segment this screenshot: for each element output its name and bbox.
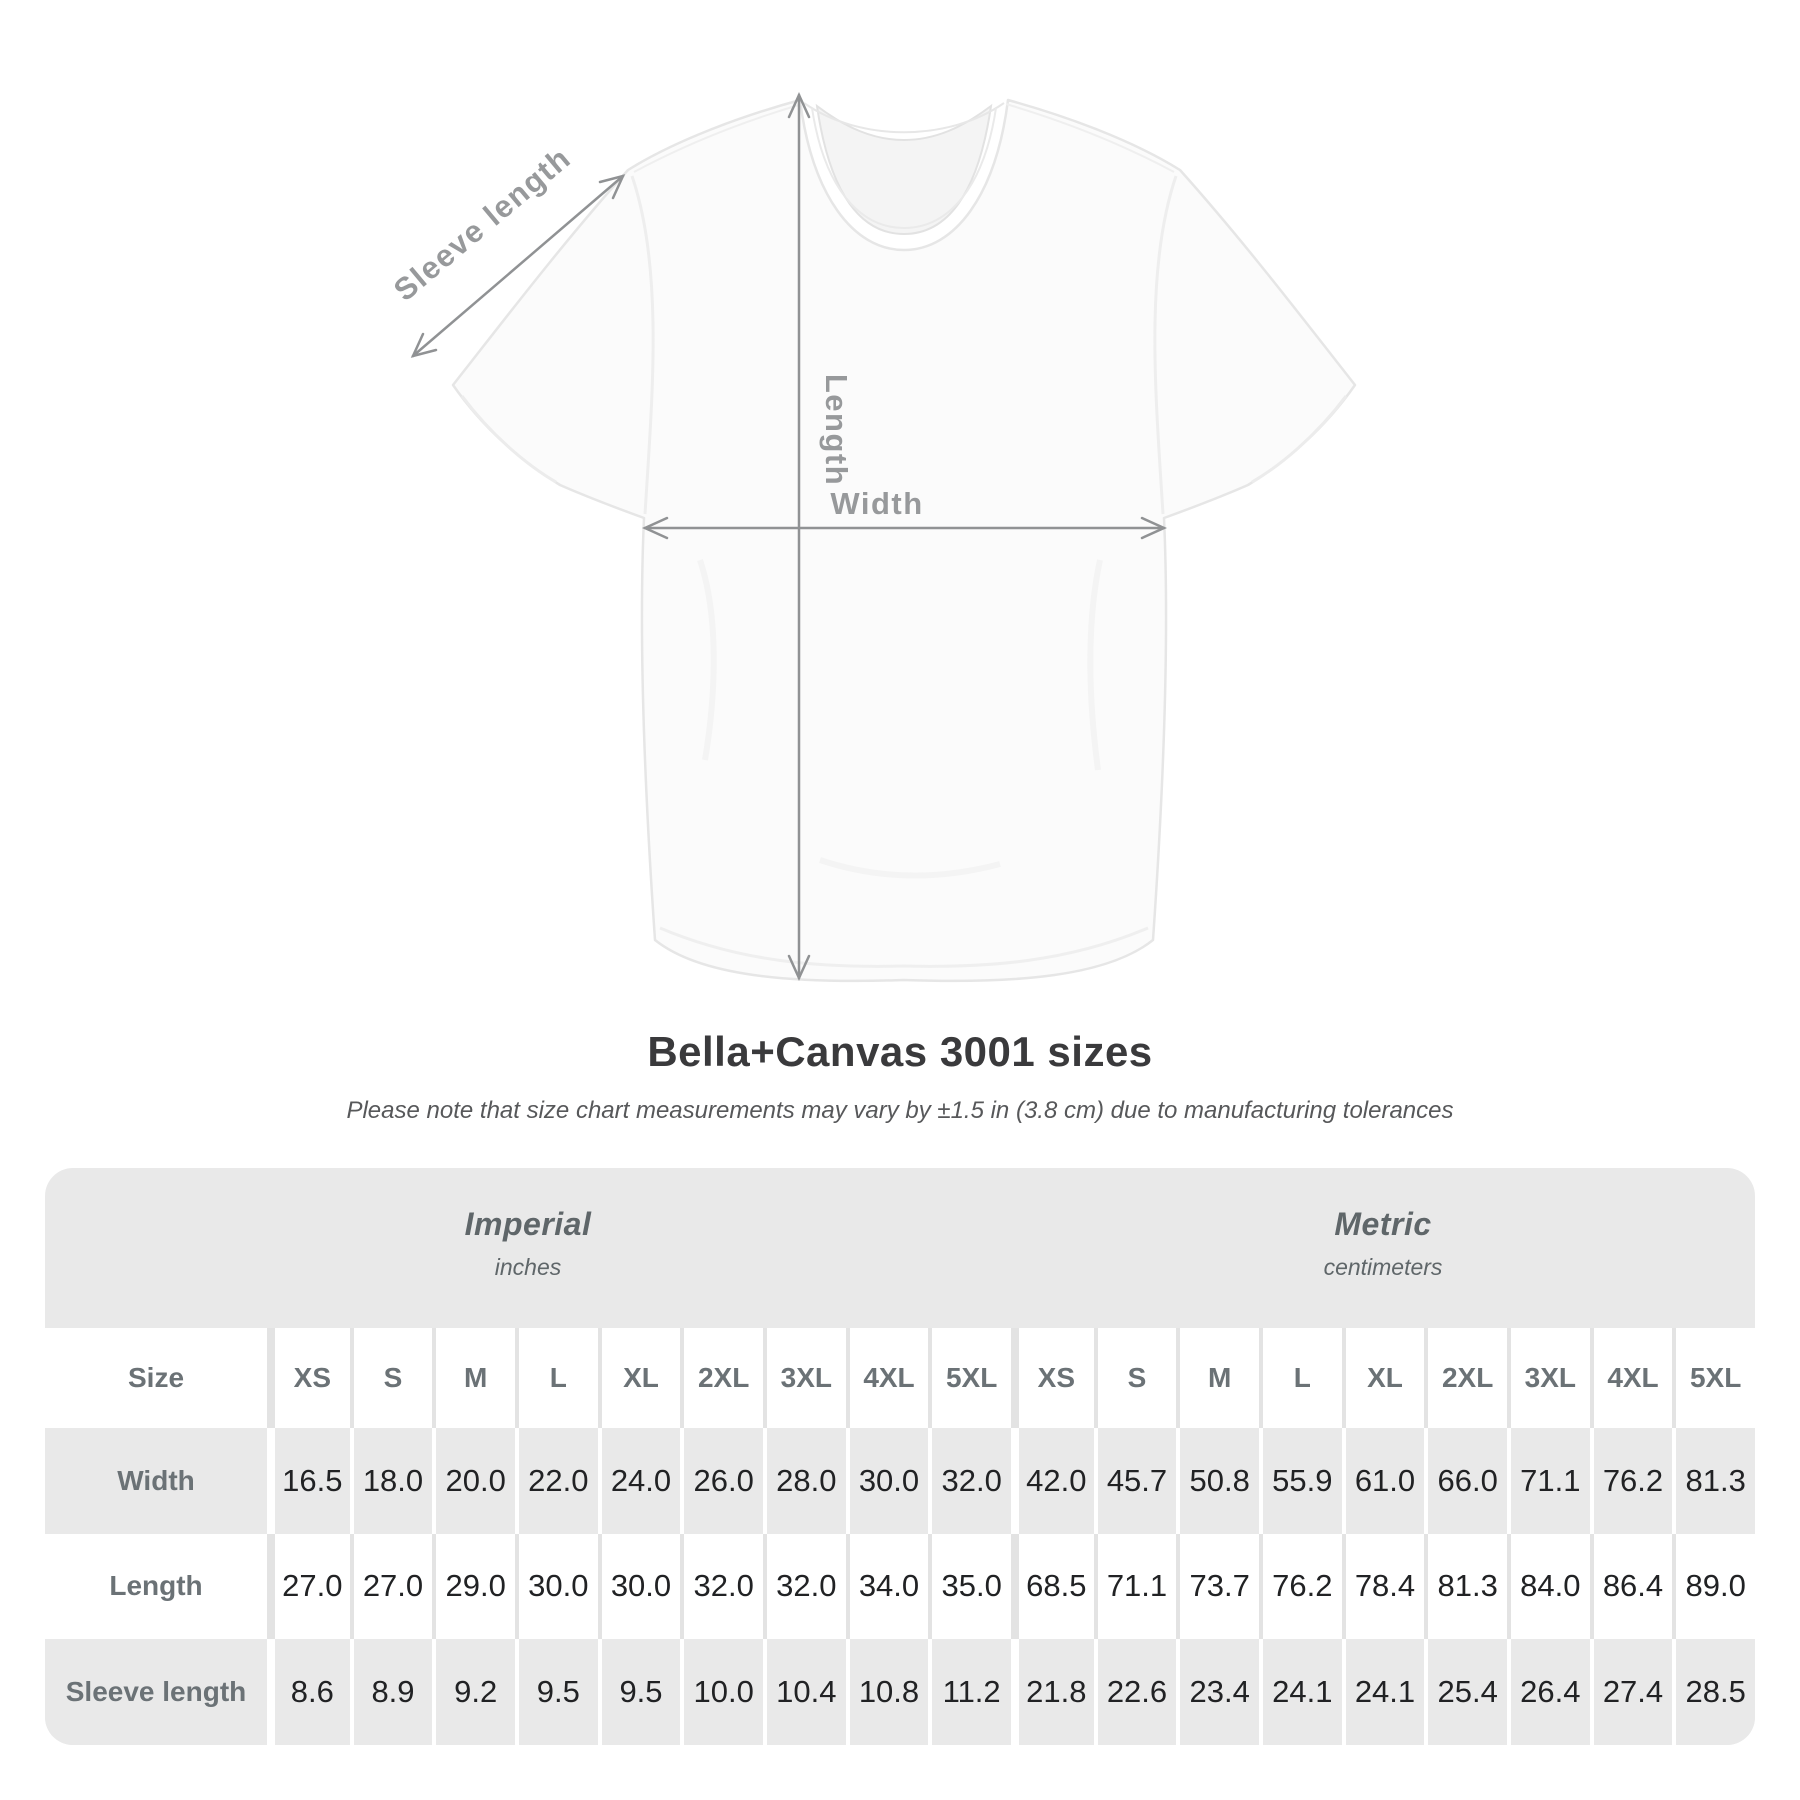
- measurement-cell: 26.4: [1507, 1639, 1590, 1745]
- unit-header: [45, 1168, 1755, 1328]
- size-header-imperial-xs: XS: [267, 1328, 350, 1428]
- measurement-cell: 8.6: [267, 1639, 350, 1745]
- measurement-cell: 21.8: [1011, 1639, 1094, 1745]
- measurement-cell: 35.0: [928, 1534, 1011, 1640]
- row-label: Length: [109, 1570, 203, 1602]
- size-header-imperial-5xl: 5XL: [928, 1328, 1011, 1428]
- table-row: [45, 1639, 1755, 1745]
- measurement-cell: 86.4: [1590, 1534, 1673, 1640]
- measurement-cell: 30.0: [515, 1534, 598, 1640]
- measurement-cell: 68.5: [1011, 1534, 1094, 1640]
- measurement-cell: 27.0: [350, 1534, 433, 1640]
- measurement-cell: 24.1: [1342, 1639, 1425, 1745]
- measurement-cell: 71.1: [1507, 1428, 1590, 1534]
- size-header-imperial-l: L: [515, 1328, 598, 1428]
- row-label: Width: [117, 1464, 195, 1496]
- measurement-cell: 32.0: [928, 1428, 1011, 1534]
- unit-name-imperial: Imperial: [464, 1206, 592, 1242]
- table-row: [45, 1428, 1755, 1534]
- measurement-cell: 81.3: [1672, 1428, 1755, 1534]
- unit-sub-metric: centimeters: [1323, 1254, 1443, 1280]
- table-header-row: [45, 1328, 1755, 1428]
- row-label: Sleeve length: [65, 1676, 247, 1708]
- measurement-cell: 24.0: [598, 1428, 681, 1534]
- measurement-cell: 8.9: [350, 1639, 433, 1745]
- unit-name-metric: Metric: [1334, 1206, 1432, 1242]
- measurement-cell: 78.4: [1342, 1534, 1425, 1640]
- size-header-imperial-s: S: [350, 1328, 433, 1428]
- measurement-cell: 61.0: [1342, 1428, 1425, 1534]
- measurement-cell: 71.1: [1094, 1534, 1177, 1640]
- size-table: [45, 1168, 1755, 1745]
- size-header-metric-3xl: 3XL: [1507, 1328, 1590, 1428]
- measurement-cell: 22.6: [1094, 1639, 1177, 1745]
- size-header-metric-s: S: [1094, 1328, 1177, 1428]
- size-table-rows: [45, 1328, 1755, 1745]
- measurement-cell: 32.0: [680, 1534, 763, 1640]
- page-title: Bella+Canvas 3001 sizes: [647, 1028, 1153, 1075]
- measurement-cell: 24.1: [1259, 1639, 1342, 1745]
- unit-sub-imperial: inches: [494, 1254, 562, 1280]
- size-header-metric-l: L: [1259, 1328, 1342, 1428]
- measurement-cell: 81.3: [1424, 1534, 1507, 1640]
- size-header-imperial-m: M: [432, 1328, 515, 1428]
- size-header-metric-xs: XS: [1011, 1328, 1094, 1428]
- measurement-cell: 55.9: [1259, 1428, 1342, 1534]
- measurement-cell: 76.2: [1259, 1534, 1342, 1640]
- size-header-imperial-4xl: 4XL: [846, 1328, 929, 1428]
- measurement-cell: 22.0: [515, 1428, 598, 1534]
- measurement-cell: 9.5: [515, 1639, 598, 1745]
- measurement-cell: 11.2: [928, 1639, 1011, 1745]
- measurement-cell: 89.0: [1672, 1534, 1755, 1640]
- sleeve-length-label: Sleeve length: [386, 140, 578, 308]
- measurement-cell: 26.0: [680, 1428, 763, 1534]
- table-row: [45, 1534, 1755, 1640]
- size-header-imperial-3xl: 3XL: [763, 1328, 846, 1428]
- size-header-metric-xl: XL: [1342, 1328, 1425, 1428]
- measurement-cell: 9.5: [598, 1639, 681, 1745]
- measurement-cell: 84.0: [1507, 1534, 1590, 1640]
- measurement-cell: 50.8: [1176, 1428, 1259, 1534]
- measurement-cell: 32.0: [763, 1534, 846, 1640]
- size-column-header: Size: [127, 1362, 185, 1393]
- measurement-cell: 73.7: [1176, 1534, 1259, 1640]
- size-header-imperial-2xl: 2XL: [680, 1328, 763, 1428]
- measurement-cell: 28.0: [763, 1428, 846, 1534]
- measurement-cell: 18.0: [350, 1428, 433, 1534]
- measurement-cell: 20.0: [432, 1428, 515, 1534]
- unit-group-metric: [1011, 1206, 1755, 1281]
- size-header-metric-m: M: [1176, 1328, 1259, 1428]
- page-subtitle: Please note that size chart measurements may vary by ±1.5 in (3.8 cm) due to manufacturing tolerances: [346, 1097, 1454, 1124]
- measurement-cell: 66.0: [1424, 1428, 1507, 1534]
- size-header-metric-5xl: 5XL: [1672, 1328, 1755, 1428]
- width-label: Width: [830, 486, 924, 521]
- measurement-cell: 27.0: [267, 1534, 350, 1640]
- unit-group-imperial: [45, 1206, 1011, 1281]
- measurement-cell: 23.4: [1176, 1639, 1259, 1745]
- measurement-cell: 30.0: [846, 1428, 929, 1534]
- size-header-metric-4xl: 4XL: [1590, 1328, 1673, 1428]
- length-label: Length: [819, 373, 854, 487]
- size-header-imperial-xl: XL: [598, 1328, 681, 1428]
- measurement-cell: 10.0: [680, 1639, 763, 1745]
- measurement-cell: 10.8: [846, 1639, 929, 1745]
- measurement-cell: 10.4: [763, 1639, 846, 1745]
- measurement-cell: 16.5: [267, 1428, 350, 1534]
- measurement-cell: 76.2: [1590, 1428, 1673, 1534]
- measurement-cell: 34.0: [846, 1534, 929, 1640]
- tshirt-collar-opening: [817, 106, 991, 234]
- measurement-cell: 27.4: [1590, 1639, 1673, 1745]
- measurement-cell: 29.0: [432, 1534, 515, 1640]
- size-header-metric-2xl: 2XL: [1424, 1328, 1507, 1428]
- measurement-cell: 45.7: [1094, 1428, 1177, 1534]
- measurement-cell: 25.4: [1424, 1639, 1507, 1745]
- measurement-cell: 30.0: [598, 1534, 681, 1640]
- measurement-cell: 42.0: [1011, 1428, 1094, 1534]
- measurement-cell: 28.5: [1672, 1639, 1755, 1745]
- measurement-cell: 9.2: [432, 1639, 515, 1745]
